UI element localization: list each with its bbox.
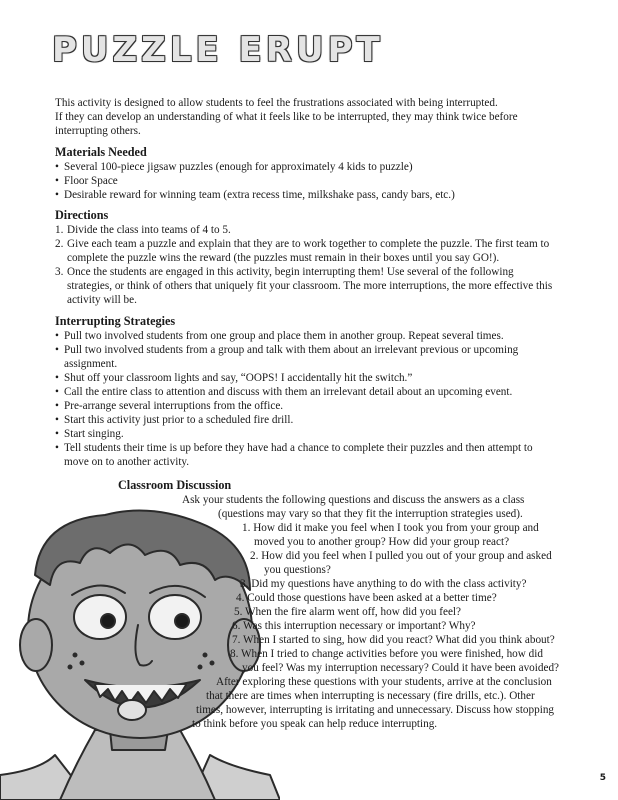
bullet-icon: • — [55, 330, 59, 342]
item-line: Start this activity just prior to a scheduled fire drill. — [64, 414, 294, 426]
discussion-line: (questions may vary so that they fit the interruption strategies used). — [218, 508, 523, 520]
list-item — [55, 174, 583, 188]
discussion-line: 6. Was this interruption necessary or important? Why? — [232, 620, 476, 632]
discussion-heading: Classroom Discussion — [118, 478, 232, 492]
bullet-icon: • — [55, 400, 59, 412]
item-line: Pull two involved students from a group and talk with them about an irrelevant previous or upcoming — [64, 344, 519, 356]
directions-heading: Directions — [55, 208, 109, 222]
materials-section — [55, 145, 583, 202]
item-number: 3. — [55, 266, 64, 278]
discussion-line: moved you to another group? How did your group react? — [254, 536, 510, 548]
bullet-icon: • — [55, 161, 59, 173]
bullet-icon: • — [55, 428, 59, 440]
item-line: strategies, or think of others that uniquely fit your classroom. The more interruptions, the more effective this — [67, 280, 553, 292]
list-item — [55, 265, 583, 307]
list-item — [55, 441, 583, 469]
bullet-icon: • — [55, 414, 59, 426]
item-text: Desirable reward for winning team (extra recess time, milkshake pass, candy bars, etc.) — [64, 189, 455, 201]
list-item — [55, 343, 583, 371]
intro-line: If they can develop an understanding of what it feels like to be interrupted, they may think twice before — [55, 111, 518, 123]
discussion-line: 2. How did you feel when I pulled you out of your group and asked — [250, 550, 552, 562]
list-item — [55, 413, 583, 427]
discussion-section — [118, 478, 588, 731]
item-line: Start singing. — [64, 428, 124, 440]
page-title: PUZZLE ERUPT — [52, 30, 384, 70]
discussion-line: 4. Could those questions have been asked at a better time? — [236, 592, 497, 604]
page-number: 5 — [599, 773, 606, 783]
item-line: Give each team a puzzle and explain that they are to work together to complete the puzzle. The first team to — [67, 238, 550, 250]
item-line: activity will be. — [67, 294, 137, 306]
strategies-heading: Interrupting Strategies — [55, 314, 176, 328]
item-line: complete the puzzle wins the reward (the puzzles must remain in their boxes until you say GO!). — [67, 252, 500, 264]
discussion-line: you questions? — [264, 564, 331, 576]
bullet-icon: • — [55, 442, 59, 454]
item-line: assignment. — [64, 358, 118, 370]
discussion-line: 1. How did it make you feel when I took you from your group and — [242, 522, 539, 534]
materials-heading: Materials Needed — [55, 145, 147, 159]
item-number: 2. — [55, 238, 64, 250]
list-item — [55, 371, 583, 385]
item-line: Tell students their time is up before they have had a chance to complete their puzzles and then attempt to — [64, 442, 533, 454]
list-item — [55, 427, 583, 441]
item-line: Once the students are engaged in this activity, begin interrupting them! Use several of the following — [67, 266, 514, 278]
list-item — [55, 385, 583, 399]
discussion-line: 8. When I tried to change activities before you were finished, how did — [230, 648, 543, 660]
item-line: Pre-arrange several interruptions from the office. — [64, 400, 284, 412]
discussion-line: 7. When I started to sing, how did you react? What did you think about? — [232, 634, 555, 646]
list-item — [55, 160, 583, 174]
discussion-line: times, however, interrupting is irritating and unnecessary. Discuss how stopping — [196, 704, 555, 716]
bullet-icon: • — [55, 189, 59, 201]
bullet-icon: • — [55, 386, 59, 398]
item-line: Call the entire class to attention and discuss with them an irrelevant detail about an upcoming event. — [64, 386, 513, 398]
discussion-line: 5. When the fire alarm went off, how did you feel? — [234, 606, 461, 618]
item-text: Several 100-piece jigsaw puzzles (enough for approximately 4 kids to puzzle) — [64, 161, 413, 173]
discussion-line: 3. Did my questions have anything to do with the class activity? — [240, 578, 527, 590]
list-item — [55, 399, 583, 413]
list-item — [55, 188, 583, 202]
intro-line: interrupting others. — [55, 125, 141, 137]
item-number: 1. — [55, 224, 64, 236]
discussion-line: After exploring these questions with your students, arrive at the conclusion — [216, 676, 552, 688]
item-text: Floor Space — [64, 175, 118, 187]
list-item — [55, 329, 583, 343]
intro-paragraph — [55, 96, 580, 138]
discussion-line: to think before you speak can help reduce interrupting. — [192, 718, 438, 730]
directions-section — [55, 208, 583, 307]
item-line: Divide the class into teams of 4 to 5. — [67, 224, 231, 236]
bullet-icon: • — [55, 344, 59, 356]
discussion-line: that there are times when interrupting is necessary (fire drills, etc.). Other — [206, 690, 535, 702]
item-line: Pull two involved students from one group and place them in another group. Repeat several times. — [64, 330, 504, 342]
strategies-section — [55, 314, 583, 469]
item-line: move on to another activity. — [64, 456, 190, 468]
discussion-line: Ask your students the following questions and discuss the answers as a class — [182, 494, 525, 506]
intro-line: This activity is designed to allow students to feel the frustrations associated with being interrupted. — [55, 97, 498, 109]
discussion-line: you feel? Was my interruption necessary? Could it have been avoided? — [242, 662, 560, 674]
list-item — [55, 237, 583, 265]
bullet-icon: • — [55, 372, 59, 384]
item-line: Shut off your classroom lights and say, “OOPS! I accidentally hit the switch.” — [64, 372, 413, 384]
list-item — [55, 223, 583, 237]
bullet-icon: • — [55, 175, 59, 187]
